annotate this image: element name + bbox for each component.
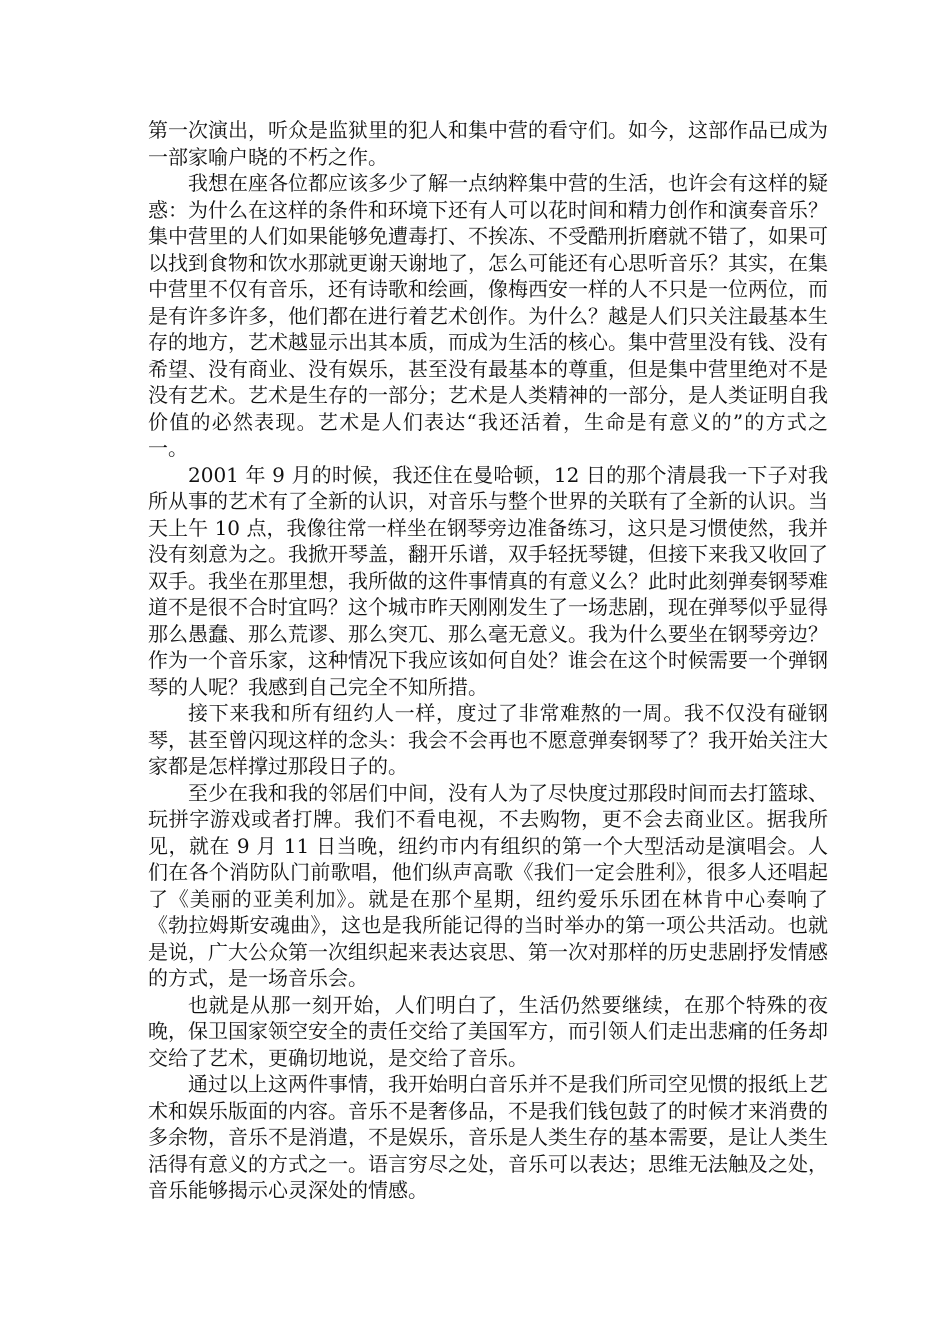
paragraph-5: 至少在我和我的邻居们中间，没有人为了尽快度过那段时间而去打篮球、玩拼字游戏或者打牌。我们不看电视，不去购物，更不会去商业区。据我所见，就在 9 月 11 日当晚，纽约市内有组织的第一个大型活动是演唱会。人们在各个消防队门前歌唱，他们纵声高歌《我们一定会胜利》，很多人还唱起了《美丽的亚美利加》。就是在那个星期，纽约爱乐乐团在林肯中心奏响了《勃拉姆斯安魂曲》，这也是我所能记得的当时举办的第一项公共活动。也就是说，广大公众第一次组织起来表达哀思、第一次对那样的历史悲剧抒发情感的方式，是一场音乐会。: [148, 780, 828, 990]
paragraph-6: 也就是从那一刻开始，人们明白了，生活仍然要继续，在那个特殊的夜晚，保卫国家领空安全的责任交给了美国军方，而引领人们走出悲痛的任务却交给了艺术，更确切地说，是交给了音乐。: [148, 992, 828, 1070]
paragraph-3: 2001 年 9 月的时候，我还住在曼哈顿，12 日的那个清晨我一下子对我所从事的艺术有了全新的认识，对音乐与整个世界的关联有了全新的认识。当天上午 10 点，我像往常一样坐在钢琴旁边准备练习，这只是习惯使然，我并没有刻意为之。我掀开琴盖，翻开乐谱，双手轻抚琴键，但接下来我又收回了双手。我坐在那里想，我所做的这件事情真的有意义么？此时此刻弹奏钢琴难道不是很不合时宜吗？这个城市昨天刚刚发生了一场悲剧，现在弹琴似乎显得那么愚蠢、那么荒谬、那么突兀、那么毫无意义。我为什么要坐在钢琴旁边？作为一个音乐家，这种情况下我应该如何自处？谁会在这个时候需要一个弹钢琴的人呢？我感到自己完全不知所措。: [148, 462, 828, 699]
document-body: [148, 117, 828, 1204]
paragraph-1: 第一次演出，听众是监狱里的犯人和集中营的看守们。如今，这部作品已成为一部家喻户晓的不朽之作。: [148, 118, 828, 169]
paragraph-7: 通过以上这两件事情，我开始明白音乐并不是我们所司空见惯的报纸上艺术和娱乐版面的内容。音乐不是奢侈品，不是我们钱包鼓了的时候才来消费的多余物，音乐不是消遣，不是娱乐，音乐是人类生存的基本需要，是让人类生活得有意义的方式之一。语言穷尽之处，音乐可以表达；思维无法触及之处，音乐能够揭示心灵深处的情感。: [148, 1072, 828, 1202]
paragraph-2: 我想在座各位都应该多少了解一点纳粹集中营的生活，也许会有这样的疑惑：为什么在这样的条件和环境下还有人可以花时间和精力创作和演奏音乐？集中营里的人们如果能够免遭毒打、不挨冻、不受酷刑折磨就不错了，如果可以找到食物和饮水那就更谢天谢地了，怎么可能还有心思听音乐？其实，在集中营里不仅有音乐，还有诗歌和绘画，像梅西安一样的人不只是一位两位，而是有许多许多，他们都在进行着艺术创作。为什么？越是人们只关注最基本生存的地方，艺术越显示出其本质，而成为生活的核心。集中营里没有钱、没有希望、没有商业、没有娱乐，甚至没有最基本的尊重，但是集中营里绝对不是没有艺术。艺术是生存的一部分；艺术是人类精神的一部分，是人类证明自我价值的必然表现。艺术是人们表达“我还活着，生命是有意义的”的方式之一。: [148, 171, 828, 460]
paragraph-4: 接下来我和所有纽约人一样，度过了非常难熬的一周。我不仅没有碰钢琴，甚至曾闪现这样的念头：我会不会再也不愿意弹奏钢琴了？我开始关注大家都是怎样撑过那段日子的。: [148, 701, 828, 778]
